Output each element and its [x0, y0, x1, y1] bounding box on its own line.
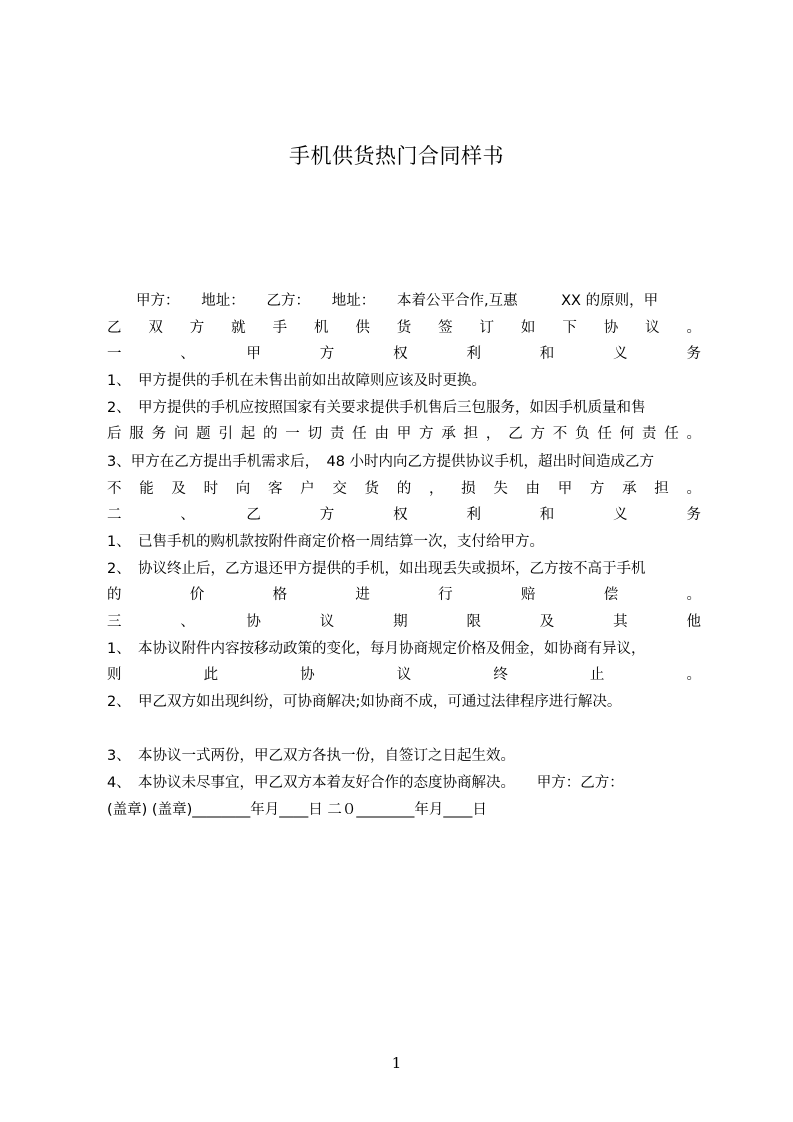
clause-a3: 3、甲方在乙方提出手机需求后， 48 小时内向乙方提供协议手机，超出时间造成乙方 — [107, 454, 655, 470]
clause-b1: 1、 已售手机的购机款按附件商定价格一周结算一次，支付给甲方。 — [107, 534, 544, 550]
section-heading-term: 三 、 协 议 期 限 及 其 他 — [107, 614, 701, 630]
section-heading-party-b: 二 、 乙 方 权 利 和 义 务 — [107, 507, 701, 523]
clause-a3-continuation: 不 能 及 时 向 客 户 交 货 的 ， 损 失 由 甲 方 承 担 。 — [107, 481, 701, 497]
section-heading-party-a: 一 、 甲 方 权 利 和 义 务 — [107, 346, 701, 362]
clause-c4: 4、 本协议未尽事宜，甲乙双方本着友好合作的态度协商解决。 甲方：乙方： — [107, 775, 624, 791]
clause-c1: 1、 本协议附件内容按移动政策的变化，每月协商规定价格及佣金，如协商有异议， — [107, 641, 646, 657]
clause-a2: 2、 甲方提供的手机应按照国家有关要求提供手机售后三包服务，如因手机质量和售 — [107, 400, 646, 416]
clause-b2-continuation: 的 价 格 进 行 赔 偿 。 — [107, 587, 701, 603]
clause-a1: 1、 甲方提供的手机在未售出前如出故障则应该及时更换。 — [107, 373, 486, 389]
clause-c3: 3、 本协议一式两份，甲乙双方各执一份，自签订之日起生效。 — [107, 748, 515, 764]
intro-continuation: 乙 双 方 就 手 机 供 货 签 订 如 下 协 议 。 — [107, 320, 701, 336]
clause-c2: 2、 甲乙双方如出现纠纷，可协商解决;如协商不成，可通过法律程序进行解决。 — [107, 694, 622, 710]
clause-b2: 2、 协议终止后，乙方退还甲方提供的手机，如出现丢失或损坏，乙方按不高于手机 — [107, 561, 646, 577]
clause-a2-continuation: 后服务问题引起的一切责任由甲方承担，乙方不负任何责任。 — [107, 426, 701, 442]
intro-line: 甲方： 地址： 乙方： 地址： 本着公平合作,互惠 XX 的原则，甲 — [107, 293, 659, 309]
clause-c1-continuation: 则 此 协 议 终 止 。 — [107, 667, 701, 683]
document-title: 手机供货热门合同样书 — [289, 144, 504, 168]
signature-line: (盖章) (盖章)________年月____日 二０________年月____日 — [107, 802, 487, 818]
page-number: 1 — [391, 1054, 402, 1072]
